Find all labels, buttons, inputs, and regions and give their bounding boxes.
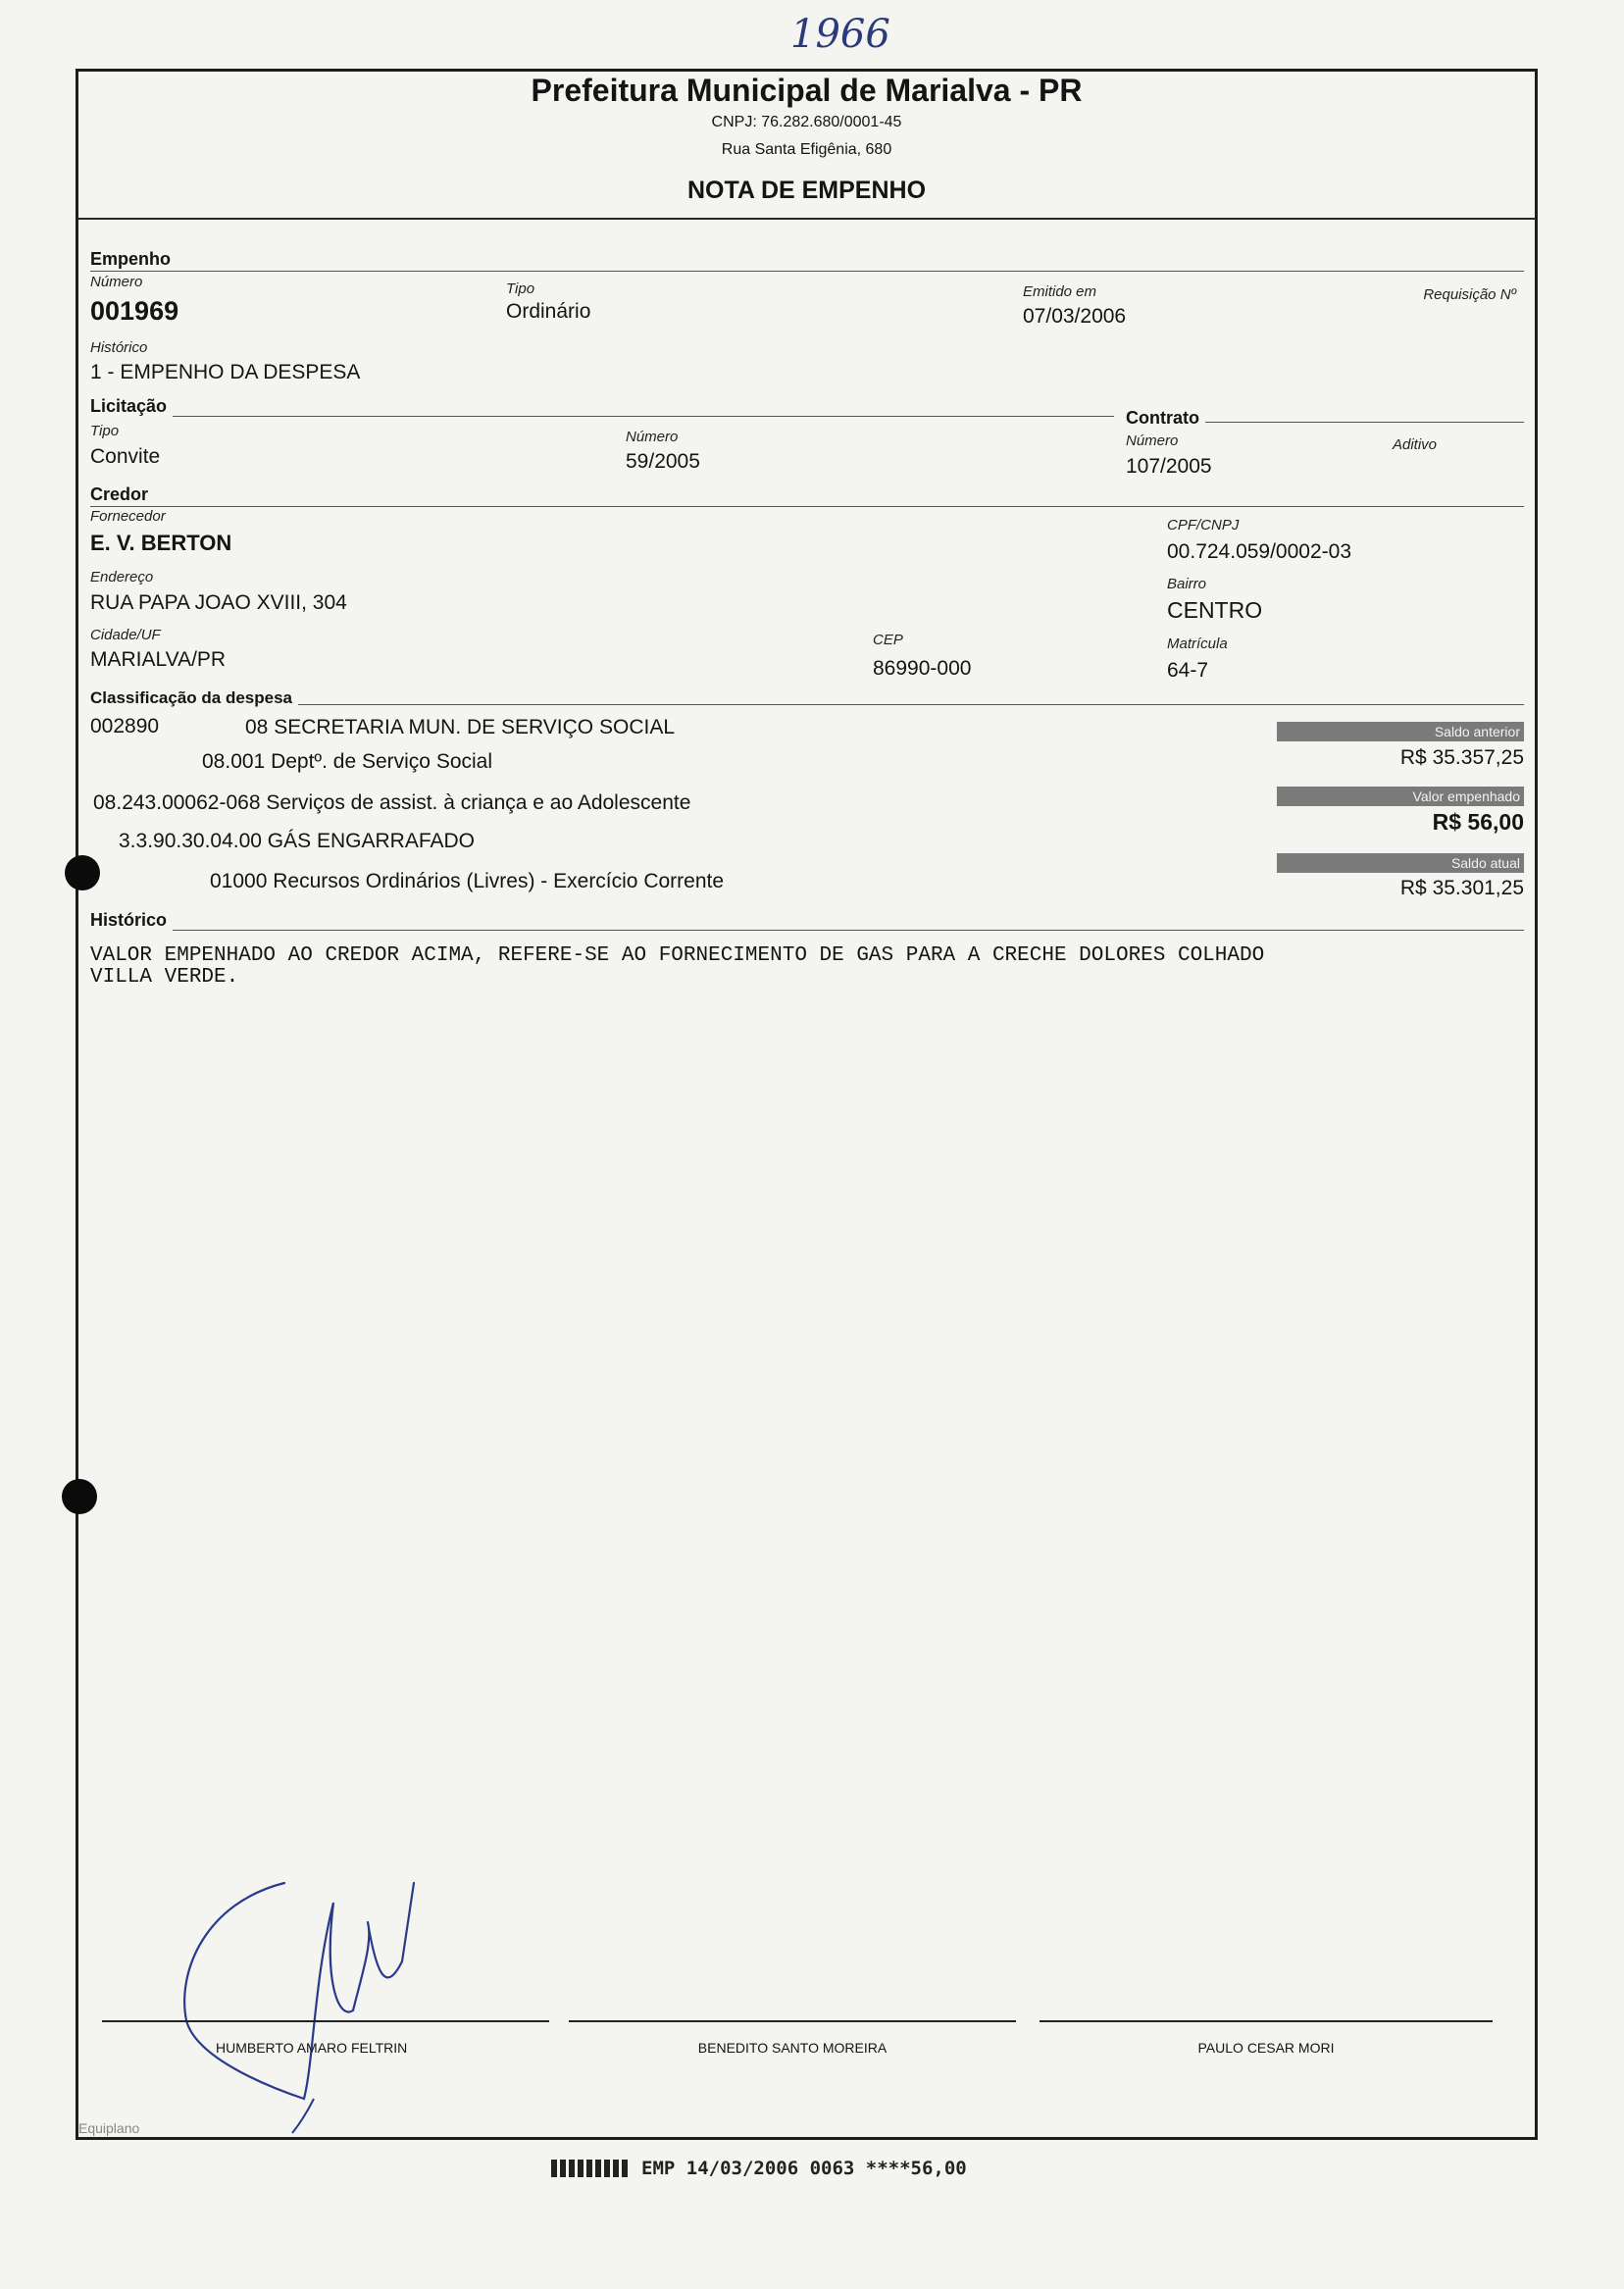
empenho-tipo: Ordinário	[506, 300, 591, 323]
classificacao-code: 002890	[90, 715, 160, 738]
signature-line-2	[569, 2020, 1016, 2022]
valor-empenhado-bar: Valor empenhado	[1277, 787, 1524, 806]
licitacao-numero-label: Número	[626, 429, 679, 445]
classificacao-secretaria: 08 SECRETARIA MUN. DE SERVIÇO SOCIAL	[245, 716, 676, 738]
signature-name-2: BENEDITO SANTO MOREIRA	[697, 2040, 888, 2056]
contrato-numero-label: Número	[1126, 432, 1179, 449]
bairro-label: Bairro	[1167, 576, 1207, 592]
aditivo-label: Aditivo	[1393, 436, 1438, 453]
requisicao-label: Requisição Nº	[1423, 286, 1516, 303]
endereco-label: Endereço	[90, 569, 154, 585]
fornecedor-label: Fornecedor	[90, 508, 166, 525]
address-text: Rua Santa Efigênia, 680	[721, 141, 892, 158]
cnpj-text: CNPJ: 76.282.680/0001-45	[711, 114, 902, 130]
saldo-atual-value: R$ 35.301,25	[1399, 877, 1524, 899]
cep-label: CEP	[873, 632, 903, 648]
empenho-numero-label: Número	[90, 274, 143, 290]
handwritten-signature	[167, 1863, 441, 2138]
cidade-value: MARIALVA/PR	[90, 648, 227, 671]
matricula-value: 64-7	[1167, 659, 1209, 682]
header-divider	[77, 218, 1536, 220]
classificacao-rule	[90, 704, 1524, 705]
cidade-label: Cidade/UF	[90, 627, 161, 643]
empenho-tipo-label: Tipo	[506, 280, 535, 297]
punch-hole-bottom	[62, 1479, 97, 1514]
doc-title: NOTA DE EMPENHO	[686, 177, 927, 204]
classificacao-section: Classificação da despesa	[90, 688, 298, 708]
classificacao-departamento: 08.001 Deptº. de Serviço Social	[202, 750, 493, 773]
emitido-label: Emitido em	[1023, 283, 1097, 300]
cpf-label: CPF/CNPJ	[1167, 517, 1240, 534]
licitacao-rule	[90, 416, 1114, 417]
licitacao-numero: 59/2005	[626, 450, 700, 473]
cpf-value: 00.724.059/0002-03	[1167, 540, 1352, 563]
empenho-rule	[90, 271, 1524, 272]
classificacao-elemento: 3.3.90.30.04.00 GÁS ENGARRAFADO	[119, 830, 476, 852]
footer-brand: Equiplano	[78, 2120, 140, 2136]
classificacao-funcional: 08.243.00062-068 Serviços de assist. à criança e ao Adolescente	[93, 791, 691, 814]
empenho-historico: 1 - EMPENHO DA DESPESA	[90, 361, 361, 383]
empenho-historico-label: Histórico	[90, 339, 148, 356]
saldo-anterior-bar: Saldo anterior	[1277, 722, 1524, 741]
municipality-title: Prefeitura Municipal de Marialva - PR	[531, 73, 1083, 108]
cep-value: 86990-000	[873, 657, 972, 680]
punch-hole-top	[65, 855, 100, 890]
bairro-value: CENTRO	[1167, 597, 1263, 623]
matricula-label: Matrícula	[1167, 636, 1228, 652]
signature-line-3	[1040, 2020, 1493, 2022]
licitacao-section: Licitação	[90, 396, 173, 417]
valor-empenhado-value: R$ 56,00	[1432, 809, 1524, 835]
emitido-date: 07/03/2006	[1023, 305, 1127, 328]
historico-line-2: VILLA VERDE.	[90, 966, 239, 989]
endereco-value: RUA PAPA JOAO XVIII, 304	[90, 591, 347, 614]
empenho-section: Empenho	[90, 249, 177, 270]
credor-rule	[90, 506, 1524, 507]
stamp-logo-icon	[551, 2160, 630, 2177]
signature-name-3: PAULO CESAR MORI	[1197, 2040, 1335, 2056]
licitacao-tipo-label: Tipo	[90, 423, 120, 439]
saldo-anterior-value: R$ 35.357,25	[1399, 746, 1524, 769]
licitacao-tipo: Convite	[90, 445, 161, 468]
credor-section: Credor	[90, 484, 154, 505]
historico-rule	[90, 930, 1524, 931]
contrato-numero: 107/2005	[1126, 455, 1212, 478]
saldo-atual-bar: Saldo atual	[1277, 853, 1524, 873]
signature-name-1: HUMBERTO AMARO FELTRIN	[216, 2040, 408, 2056]
signature-line-1	[102, 2020, 549, 2022]
stamp-text: EMP 14/03/2006 0063 ****56,00	[641, 2158, 967, 2179]
classificacao-recurso: 01000 Recursos Ordinários (Livres) - Exercício Corrente	[210, 870, 725, 892]
handwritten-number: 1966	[790, 12, 890, 57]
fornecedor-name: E. V. BERTON	[90, 531, 232, 555]
print-stamp	[551, 2158, 967, 2179]
empenho-numero: 001969	[90, 296, 179, 326]
historico-section: Histórico	[90, 910, 173, 931]
historico-line-1: VALOR EMPENHADO AO CREDOR ACIMA, REFERE-SE AO FORNECIMENTO DE GAS PARA A CRECHE DOLORES COLHADO	[90, 944, 1265, 967]
contrato-section: Contrato	[1126, 408, 1205, 429]
